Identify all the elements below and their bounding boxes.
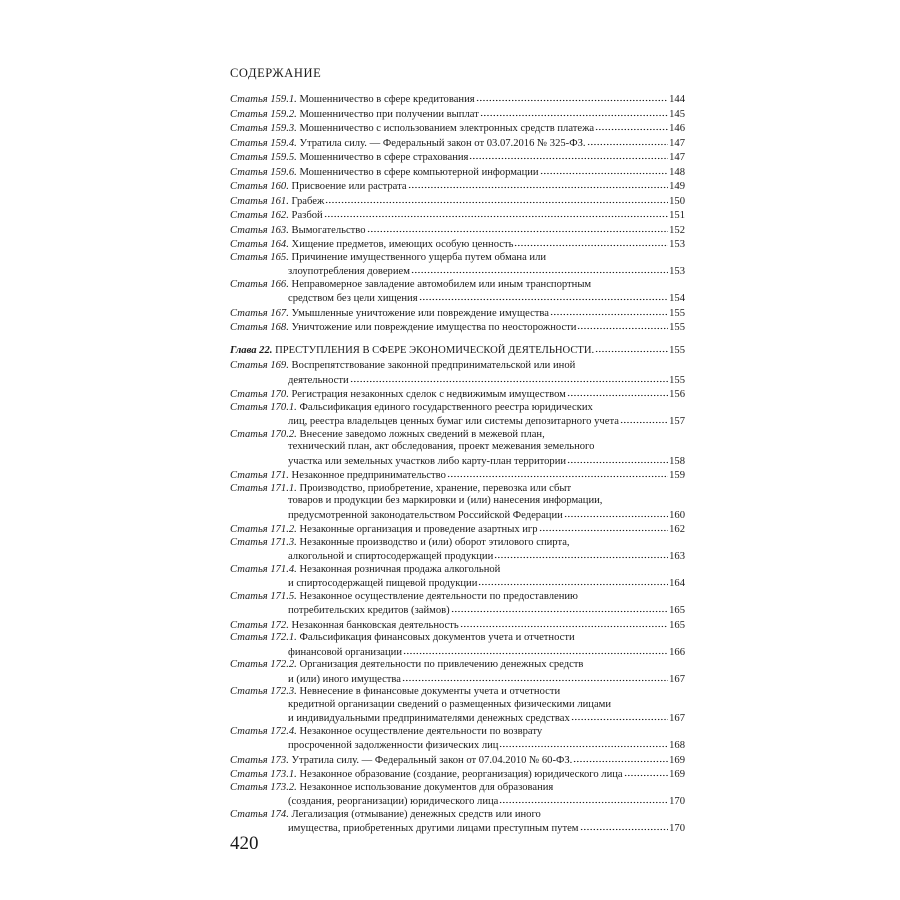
article-label: Статья 174. xyxy=(230,808,289,820)
entry-title: Неправомерное завладение автомобилем или иным транспортным xyxy=(291,278,592,290)
dot-leader xyxy=(595,121,668,131)
toc-entry xyxy=(230,179,685,194)
toc-entry-line xyxy=(230,468,685,483)
dot-leader xyxy=(476,92,668,102)
article-label: Статья 160. xyxy=(230,181,289,192)
entry-title: Фальсификация финансовых документов учета и отчетности xyxy=(299,632,575,643)
entry-title: (создания, реорганизации) юридического лица xyxy=(288,796,499,807)
entry-page-number: 146 xyxy=(669,123,685,134)
entry-page-number: 149 xyxy=(669,181,685,192)
toc-entry-line xyxy=(230,208,685,223)
article-label: Статья 171.2. xyxy=(230,524,297,535)
toc-entry-line xyxy=(230,414,685,429)
page-number: 420 xyxy=(230,833,259,854)
toc-entry xyxy=(230,320,685,335)
toc-entry xyxy=(230,360,685,387)
entry-title: Уничтожение или повреждение имущества по неосторожности xyxy=(291,322,577,333)
article-label: Статья 159.5. xyxy=(230,152,297,163)
entry-page-number: 169 xyxy=(669,769,685,780)
entry-page-number: 164 xyxy=(669,578,685,589)
entry-page-number: 162 xyxy=(669,524,685,535)
toc-chapter-entry xyxy=(230,343,685,358)
toc-entry-line xyxy=(230,711,685,726)
article-label: Статья 162. xyxy=(230,210,289,221)
entry-page-number: 157 xyxy=(669,416,685,427)
entry-title: Незаконное осуществление деятельности по возврату xyxy=(299,725,543,737)
toc-entry xyxy=(230,223,685,238)
entry-page-number: 152 xyxy=(669,224,685,236)
dot-leader xyxy=(367,223,669,233)
entry-title: предусмотренной законодательством Российской Федерации xyxy=(288,509,563,521)
entry-title: Незаконное использование документов для образования xyxy=(299,781,554,793)
entry-title: и индивидуальными предпринимателями денежных средствах xyxy=(288,713,570,724)
toc-entry xyxy=(230,208,685,223)
toc-entry-line xyxy=(230,136,685,151)
article-label: Статья 173.1. xyxy=(230,769,297,780)
dot-leader xyxy=(571,711,668,721)
entry-page-number: 158 xyxy=(669,455,685,467)
toc-entry xyxy=(230,136,685,151)
toc-entry xyxy=(230,483,685,523)
article-label: Статья 172.2. xyxy=(230,659,297,670)
entry-page-number: 156 xyxy=(669,389,685,400)
chapter-label: Глава 22. xyxy=(230,344,273,356)
toc-entry-line xyxy=(230,194,685,209)
entry-title: Причинение имущественного ущерба путем обмана или xyxy=(291,251,547,263)
entry-title: деятельности xyxy=(288,374,349,386)
toc-entry-line xyxy=(230,454,685,469)
dot-leader xyxy=(620,414,668,424)
toc-entry-line xyxy=(230,659,685,672)
article-label: Статья 159.6. xyxy=(230,166,297,178)
entry-page-number: 163 xyxy=(669,551,685,562)
article-label: Статья 159.1. xyxy=(230,94,297,105)
entry-title: Незаконная банковская деятельность xyxy=(291,619,459,631)
toc-entry-line xyxy=(230,738,685,753)
entry-title: алкогольной и спиртосодержащей продукции xyxy=(288,551,494,562)
entry-page-number: 170 xyxy=(669,823,685,834)
toc-entry xyxy=(230,429,685,469)
entry-page-number: 169 xyxy=(669,754,685,766)
entry-title: Незаконное предпринимательство xyxy=(291,470,446,481)
entry-title: Незаконная розничная продажа алкогольной xyxy=(299,563,501,575)
toc-entry-line xyxy=(230,699,685,712)
toc-entry xyxy=(230,150,685,165)
toc-entry-line xyxy=(230,223,685,238)
entry-title: Хищение предметов, имеющих особую ценность xyxy=(291,239,514,250)
article-label: Статья 166. xyxy=(230,278,289,290)
entry-page-number: 167 xyxy=(669,713,685,724)
toc-entry-line xyxy=(230,782,685,795)
dot-leader xyxy=(567,454,668,464)
toc-entry-line xyxy=(230,429,685,442)
dot-leader xyxy=(451,603,668,613)
toc-entry-line xyxy=(230,576,685,591)
entry-page-number: 153 xyxy=(669,239,685,250)
entry-title: Легализация (отмывание) денежных средств или иного xyxy=(291,808,541,820)
article-label: Статья 159.4. xyxy=(230,137,297,149)
toc-entry-line xyxy=(230,306,685,321)
toc-entry xyxy=(230,237,685,252)
dot-leader xyxy=(350,373,668,383)
entry-page-number: 167 xyxy=(669,673,685,685)
toc-entry-line xyxy=(230,121,685,136)
entry-title: Вымогательство xyxy=(291,224,366,236)
toc-entry-line xyxy=(230,645,685,660)
entry-title: Внесение заведомо ложных сведений в межевой план, xyxy=(299,428,545,440)
entry-title: Мошенничество при получении выплат xyxy=(299,108,479,120)
entry-title: Незаконное осуществление деятельности по предоставлению xyxy=(299,590,578,602)
toc-entry xyxy=(230,165,685,180)
article-label: Статья 159.2. xyxy=(230,108,297,120)
article-label: Статья 159.3. xyxy=(230,123,297,134)
article-label: Статья 161. xyxy=(230,195,289,207)
entry-title: Организация деятельности по привлечению денежных средств xyxy=(299,659,584,670)
toc-entry-line xyxy=(230,591,685,604)
toc-entry xyxy=(230,591,685,618)
entry-page-number: 153 xyxy=(669,266,685,277)
entry-title: имущества, приобретенных другими лицами преступным путем xyxy=(288,823,579,834)
dot-leader xyxy=(587,136,669,146)
article-label: Статья 171.3. xyxy=(230,536,297,548)
dot-leader xyxy=(478,576,668,586)
toc-entry xyxy=(230,767,685,782)
entry-title: Утратила силу. — Федеральный закон от 07.04.2010 № 60-ФЗ. xyxy=(291,754,573,766)
article-label: Статья 172.1. xyxy=(230,632,297,643)
dot-leader xyxy=(577,320,668,330)
entry-title: потребительских кредитов (займов) xyxy=(288,605,450,616)
dot-leader xyxy=(595,343,668,353)
article-label: Статья 170.2. xyxy=(230,428,297,440)
dot-leader xyxy=(573,753,668,763)
entry-title: злоупотребления доверием xyxy=(288,266,410,277)
dot-leader xyxy=(499,738,668,748)
entry-title: Грабеж xyxy=(291,195,325,207)
entry-page-number: 148 xyxy=(669,166,685,178)
entry-title: ПРЕСТУПЛЕНИЯ В СФЕРЕ ЭКОНОМИЧЕСКОЙ ДЕЯТЕЛЬНОСТИ. xyxy=(275,344,595,356)
dot-leader xyxy=(419,291,669,301)
toc-entry-line xyxy=(230,726,685,739)
toc-entry-line xyxy=(230,343,685,358)
entry-title: Умышленные уничтожение или повреждение имущества xyxy=(291,307,549,319)
entry-title: Незаконные производство и (или) оборот этилового спирта, xyxy=(299,536,570,548)
toc-entry-line xyxy=(230,441,685,454)
entry-title: Мошенничество в сфере страхования xyxy=(299,152,469,163)
entry-page-number: 166 xyxy=(669,646,685,658)
toc-entry-line xyxy=(230,495,685,508)
toc-entry-line xyxy=(230,179,685,194)
entry-title: и (или) иного имущества xyxy=(288,673,401,685)
entry-page-number: 170 xyxy=(669,796,685,807)
dot-leader xyxy=(580,821,669,831)
entry-title: кредитной организации сведений о размещенных физическими лицами xyxy=(288,698,612,710)
dot-leader xyxy=(494,549,668,559)
entry-page-number: 160 xyxy=(669,509,685,521)
entry-page-number: 155 xyxy=(669,307,685,319)
article-label: Статья 170.1. xyxy=(230,401,297,413)
toc-entry-line xyxy=(230,632,685,645)
dot-leader xyxy=(514,237,668,247)
entry-title: и спиртосодержащей пищевой продукции xyxy=(288,578,478,589)
entry-title: Мошенничество с использованием электронных средств платежа xyxy=(299,123,595,134)
article-label: Статья 164. xyxy=(230,239,289,250)
dot-leader xyxy=(480,107,668,117)
entry-title: Разбой xyxy=(291,210,323,221)
toc-entry-line xyxy=(230,237,685,252)
entry-title: Незаконные организация и проведение азартных игр xyxy=(299,524,538,535)
entry-page-number: 168 xyxy=(669,740,685,751)
toc-entry-line xyxy=(230,387,685,402)
toc-entry-line xyxy=(230,686,685,699)
entry-title: Невнесение в финансовые документы учета и отчетности xyxy=(299,686,561,697)
entry-title: лиц, реестра владельцев ценных бумаг или системы депозитарного учета xyxy=(288,416,619,427)
toc-entry xyxy=(230,809,685,836)
entry-page-number: 144 xyxy=(669,94,685,105)
toc-entry xyxy=(230,659,685,686)
toc-entry xyxy=(230,537,685,564)
entry-title: участка или земельных участков либо карту-план территории xyxy=(288,455,567,467)
article-label: Статья 173.2. xyxy=(230,781,297,793)
dot-leader xyxy=(567,387,668,397)
toc-entry-line xyxy=(230,522,685,537)
dot-leader xyxy=(624,767,668,777)
toc-entry-line xyxy=(230,291,685,306)
toc-entry xyxy=(230,726,685,753)
toc-entry-line xyxy=(230,549,685,564)
article-label: Статья 168. xyxy=(230,322,289,333)
toc-entry xyxy=(230,753,685,768)
entry-page-number: 155 xyxy=(669,322,685,333)
entry-title: Фальсификация единого государственного реестра юридических xyxy=(299,401,593,413)
entry-title: Утратила силу. — Федеральный закон от 03.07.2016 № 325-ФЗ. xyxy=(299,137,586,149)
toc-entry-line xyxy=(230,360,685,373)
toc-entry-line xyxy=(230,107,685,122)
toc-entry xyxy=(230,194,685,209)
entry-title: технический план, акт обследования, проект межевания земельного xyxy=(288,441,595,452)
toc-entry-line xyxy=(230,92,685,107)
toc-entry xyxy=(230,306,685,321)
article-label: Статья 167. xyxy=(230,307,289,319)
toc-entry-line xyxy=(230,508,685,523)
toc-entry-line xyxy=(230,279,685,292)
toc-entry-line xyxy=(230,264,685,279)
article-label: Статья 172.4. xyxy=(230,725,297,737)
toc-entry xyxy=(230,92,685,107)
article-label: Статья 172.3. xyxy=(230,686,297,697)
toc-entry xyxy=(230,387,685,402)
article-label: Статья 171.5. xyxy=(230,590,297,602)
toc-entry-line xyxy=(230,320,685,335)
toc-entry-line xyxy=(230,402,685,415)
dot-leader xyxy=(411,264,668,274)
toc-entry xyxy=(230,402,685,429)
dot-leader xyxy=(324,208,668,218)
entry-page-number: 147 xyxy=(669,137,685,149)
entry-page-number: 155 xyxy=(669,374,685,386)
entry-page-number: 150 xyxy=(669,195,685,207)
entry-page-number: 165 xyxy=(669,619,685,631)
entry-title: Регистрация незаконных сделок с недвижимым имуществом xyxy=(291,389,566,400)
entry-page-number: 145 xyxy=(669,108,685,120)
article-label: Статья 163. xyxy=(230,224,289,236)
toc-entry xyxy=(230,121,685,136)
table-of-contents xyxy=(230,92,685,836)
article-label: Статья 173. xyxy=(230,754,289,766)
toc-entry-line xyxy=(230,821,685,836)
page-header: СОДЕРЖАНИЕ xyxy=(230,66,322,80)
toc-entry-line xyxy=(230,564,685,577)
toc-entry xyxy=(230,107,685,122)
entry-title: Присвоение или растрата xyxy=(291,181,407,192)
entry-page-number: 155 xyxy=(669,344,685,356)
toc-entry-line xyxy=(230,483,685,496)
entry-page-number: 154 xyxy=(669,293,685,304)
dot-leader xyxy=(469,150,668,160)
dot-leader xyxy=(499,794,668,804)
toc-entry xyxy=(230,564,685,591)
toc-entry-line xyxy=(230,618,685,633)
article-label: Статья 171.1. xyxy=(230,482,297,494)
toc-entry xyxy=(230,686,685,726)
article-label: Статья 165. xyxy=(230,251,289,263)
entry-title: Воспрепятствование законной предпринимательской или иной xyxy=(291,360,576,371)
toc-entry-line xyxy=(230,537,685,550)
toc-entry-line xyxy=(230,150,685,165)
toc-entry-line xyxy=(230,809,685,822)
toc-entry-line xyxy=(230,753,685,768)
article-label: Статья 169. xyxy=(230,360,289,371)
entry-title: Мошенничество в сфере компьютерной информации xyxy=(299,166,539,178)
toc-entry-line xyxy=(230,165,685,180)
entry-title: Мошенничество в сфере кредитования xyxy=(299,94,475,105)
toc-entry xyxy=(230,279,685,306)
toc-entry xyxy=(230,468,685,483)
toc-entry xyxy=(230,632,685,659)
entry-page-number: 151 xyxy=(669,210,685,221)
dot-leader xyxy=(460,618,668,628)
entry-title: просроченной задолженности физических лиц xyxy=(288,740,499,751)
article-label: Статья 170. xyxy=(230,389,289,400)
dot-leader xyxy=(539,522,669,532)
article-label: Статья 171.4. xyxy=(230,563,297,575)
toc-entry-line xyxy=(230,373,685,388)
entry-page-number: 159 xyxy=(669,470,685,481)
dot-leader xyxy=(540,165,669,175)
entry-title: товаров и продукции без маркировки и (или) нанесения информации, xyxy=(288,495,603,506)
dot-leader xyxy=(550,306,668,316)
entry-title: Незаконное образование (создание, реорганизация) юридического лица xyxy=(299,769,623,780)
toc-entry-line xyxy=(230,767,685,782)
toc-entry xyxy=(230,782,685,809)
dot-leader xyxy=(325,194,668,204)
toc-entry xyxy=(230,522,685,537)
toc-entry-line xyxy=(230,252,685,265)
entry-title: средством без цели хищения xyxy=(288,293,418,304)
toc-entry-line xyxy=(230,603,685,618)
dot-leader xyxy=(447,468,668,478)
toc-entry xyxy=(230,252,685,279)
toc-entry-line xyxy=(230,672,685,687)
article-label: Статья 171. xyxy=(230,470,289,481)
entry-page-number: 147 xyxy=(669,152,685,163)
article-label: Статья 172. xyxy=(230,619,289,631)
entry-page-number: 165 xyxy=(669,605,685,616)
dot-leader xyxy=(403,645,668,655)
dot-leader xyxy=(402,672,668,682)
dot-leader xyxy=(564,508,668,518)
dot-leader xyxy=(408,179,669,189)
toc-entry-line xyxy=(230,794,685,809)
toc-entry xyxy=(230,618,685,633)
entry-title: Производство, приобретение, хранение, перевозка или сбыт xyxy=(299,482,572,494)
entry-title: финансовой организации xyxy=(288,646,402,658)
